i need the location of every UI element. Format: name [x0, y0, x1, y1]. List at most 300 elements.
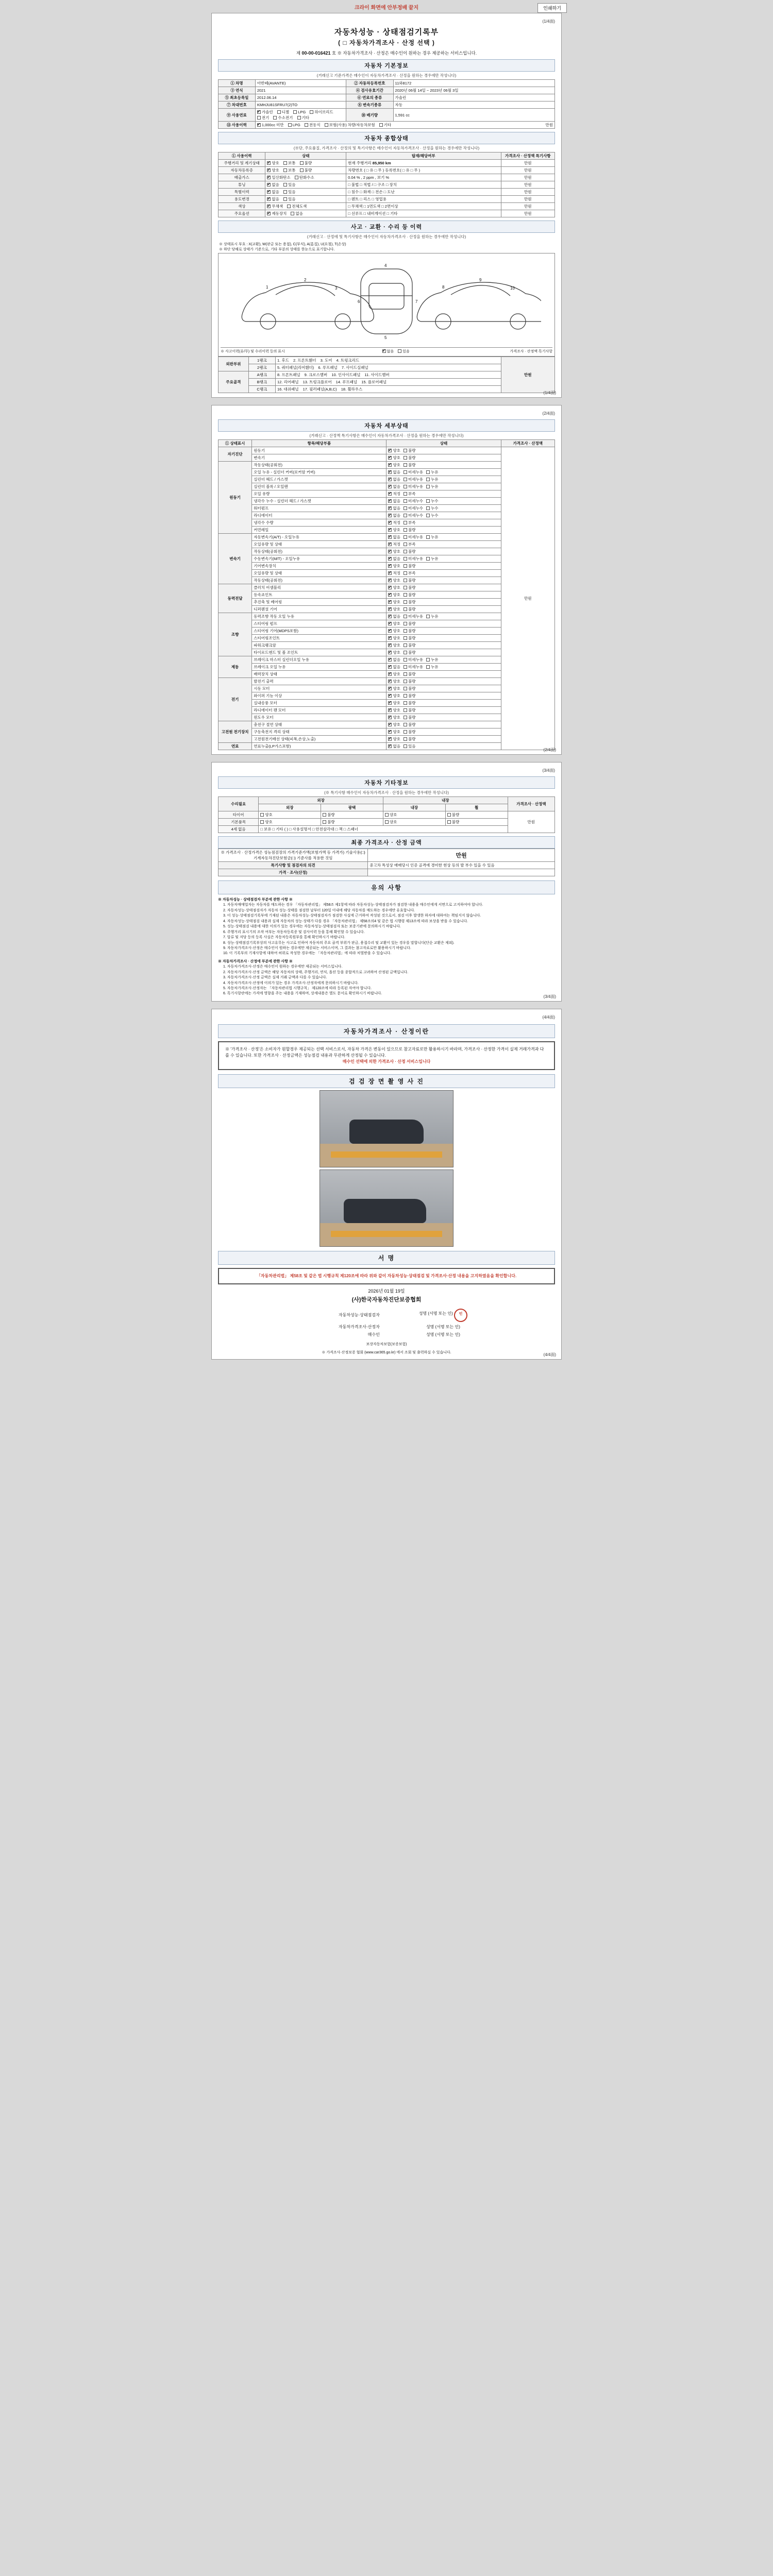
- part-num: 9: [479, 278, 482, 282]
- extra-label: 현재 주행거리: [348, 161, 372, 165]
- page-2-mark: (2/4面): [542, 411, 555, 416]
- checkbox-opt-1[interactable]: [404, 463, 407, 467]
- checkbox-opt-0[interactable]: [388, 744, 392, 748]
- detail-item-label: 오일 유량: [252, 490, 386, 498]
- checkbox-opt-0[interactable]: [388, 550, 392, 553]
- detail-item-options: [386, 512, 501, 519]
- opt-label: 미세누유: [408, 477, 423, 482]
- checkbox-opt-2[interactable]: [426, 665, 430, 669]
- checkbox-opt-0[interactable]: [388, 564, 392, 568]
- checkbox-opt-0[interactable]: [388, 485, 392, 488]
- checkbox-opt-1[interactable]: [283, 197, 287, 201]
- checkbox-opt-1[interactable]: [404, 521, 407, 524]
- opt-label: 부족: [408, 520, 416, 525]
- checkbox-opt-1[interactable]: [295, 176, 298, 179]
- checkbox-opt-1[interactable]: [323, 813, 326, 817]
- page-4-footer-mark: (4/4面): [543, 1352, 556, 1357]
- checkbox-opt-1[interactable]: [404, 687, 407, 690]
- opt-label: 양호: [393, 722, 400, 727]
- etc-col-head-1: 외장: [259, 797, 383, 804]
- checkbox-fuel-0[interactable]: [257, 110, 261, 114]
- checkbox-opt-1[interactable]: [404, 449, 407, 452]
- detail-item-options: [386, 498, 501, 505]
- table-row: [219, 101, 555, 109]
- checkbox-opt-0[interactable]: [260, 820, 264, 824]
- checkbox-opt-1[interactable]: [404, 557, 407, 561]
- warning-item: 6. 특기사항란에는 가격에 영향을 주는 내용을 기재하며, 상세내용은 별도 문서로 확인하시기 바랍니다.: [223, 992, 382, 996]
- checkbox-opt-0[interactable]: [388, 571, 392, 575]
- cell-value: 자동: [393, 101, 554, 109]
- checkbox-opt-0[interactable]: [388, 514, 392, 517]
- detail-group-label: 제동: [219, 656, 252, 678]
- checkbox-opt-1[interactable]: [404, 615, 407, 618]
- part-item: 13. 트렁크플로어: [303, 380, 332, 384]
- detail-item-label: 워터펌프: [252, 505, 386, 512]
- opt-label: 미세누유: [408, 556, 423, 561]
- checkbox-opt-3[interactable]: [447, 820, 451, 824]
- checkbox-opt-3[interactable]: [447, 813, 451, 817]
- checkbox-fuel-5[interactable]: [273, 116, 277, 120]
- etc-price: 만원: [508, 811, 554, 833]
- warning-item: 2. 자동차가격조사·산정 금액은 해당 자동차의 상태, 주행거리, 연식, 옵션 등을 종합적으로 고려하여 산정된 금액입니다.: [223, 970, 409, 974]
- detail-item-label: 실린더 헤드 / 가스켓: [252, 476, 386, 483]
- checkbox-opt-0[interactable]: [388, 672, 392, 676]
- row-name: 배출가스: [219, 174, 265, 181]
- checkbox-fuel-4[interactable]: [257, 116, 261, 120]
- section-etc-note: (※ 특기사항 매수인이 자동차가격조사 · 산정을 원하는 경우에만 작성니다): [324, 790, 449, 795]
- checkbox-opt-1[interactable]: [404, 680, 407, 683]
- checkbox-opt-1[interactable]: [404, 694, 407, 698]
- checkbox-opt-0[interactable]: [388, 449, 392, 452]
- checkbox-fuel-2[interactable]: [293, 110, 297, 114]
- checkbox-opt-2[interactable]: [385, 813, 389, 817]
- checkbox-opt-1[interactable]: [404, 607, 407, 611]
- table-row: [219, 122, 555, 129]
- opt-label: 있음: [408, 744, 416, 749]
- checkbox-usage-4[interactable]: [379, 123, 383, 127]
- checkbox-opt-1[interactable]: [404, 701, 407, 705]
- checkbox-opt-1[interactable]: [404, 593, 407, 597]
- table-row: [219, 210, 555, 217]
- rank-label: A랭크: [248, 371, 275, 379]
- checkbox-accident-yes[interactable]: [398, 349, 401, 353]
- checkbox-opt-0[interactable]: [388, 701, 392, 705]
- checkbox-opt-1[interactable]: [404, 708, 407, 712]
- warning-item: 3. 자동차가격조사·산정 금액은 실제 거래 금액과 다를 수 있습니다.: [223, 976, 327, 980]
- opt-label: 없음: [393, 506, 400, 511]
- opt-label: 누수: [430, 499, 439, 503]
- sign-date: 2026년 01월 19일: [368, 1288, 405, 1294]
- part-num: 7: [415, 299, 418, 304]
- opt-label: 누유: [430, 665, 439, 669]
- opt-label: 미세누유: [408, 665, 423, 669]
- checkbox-opt-0[interactable]: [388, 535, 392, 539]
- checkbox-opt-0[interactable]: [388, 521, 392, 524]
- opt-label: 탄화수소: [299, 175, 314, 180]
- opt-label: 양호: [393, 737, 400, 741]
- checkbox-opt-1[interactable]: [404, 528, 407, 532]
- opt-label: 양호: [393, 730, 400, 734]
- checkbox-opt-2[interactable]: [300, 161, 304, 165]
- checkbox-opt-1[interactable]: [404, 672, 407, 676]
- col-head-1: ① 사용이력: [219, 152, 265, 160]
- checkbox-opt-0[interactable]: [388, 463, 392, 467]
- checkbox-opt-0[interactable]: [388, 658, 392, 662]
- opt-label: 무채색: [272, 204, 283, 209]
- opt-label: 양호: [393, 686, 400, 691]
- opt-label: 양호: [393, 693, 400, 698]
- checkbox-opt-2[interactable]: [426, 499, 430, 503]
- opt-label: 누유: [430, 657, 439, 662]
- section-basic-note: (거래신고 기준가격은 매수인이 자동차가격조사 · 산정을 원하는 경우에만 작성니다): [316, 73, 457, 78]
- checkbox-opt-0[interactable]: [388, 528, 392, 532]
- detail-item-label: 고전원전기배선 상태(피복,손상,노출): [252, 736, 386, 743]
- warning-block-head: ※ 자동차성능 · 상태점검자 부분에 관한 사항 ※: [218, 898, 293, 902]
- opt-label: 미세누유: [408, 614, 423, 619]
- checkbox-opt-2[interactable]: [426, 615, 430, 618]
- checkbox-opt-1[interactable]: [404, 665, 407, 669]
- section-detail-note: (거래신고 · 산정액 특기사항은 매수인이 자동차가격조사 · 산정을 원하는 경우에만 작성니다): [309, 433, 464, 438]
- opt-label: 적정: [393, 542, 400, 547]
- detail-item-options: [386, 707, 501, 714]
- checkbox-opt-1[interactable]: [404, 723, 407, 726]
- opt-label: 불량: [408, 679, 416, 684]
- detail-item-options: [386, 635, 501, 642]
- checkbox-opt-0[interactable]: [388, 737, 392, 741]
- detail-item-label: 실내송풍 모터: [252, 700, 386, 707]
- checkbox-opt-0[interactable]: [267, 176, 271, 179]
- checkbox-opt-0[interactable]: [388, 557, 392, 561]
- opt-label: 양호: [393, 672, 400, 676]
- checkbox-opt-0[interactable]: [388, 607, 392, 611]
- table-row: [219, 160, 555, 167]
- checkbox-opt-0[interactable]: [388, 636, 392, 640]
- opt-label: 양호: [393, 607, 400, 612]
- checkbox-opt-1[interactable]: [404, 514, 407, 517]
- opt-label: 양호: [393, 448, 400, 453]
- detail-item-label: 발전기 출력: [252, 678, 386, 685]
- checkbox-opt-0[interactable]: [388, 543, 392, 546]
- car-diagram-svg: [232, 258, 541, 345]
- opt-label: 양호: [393, 463, 400, 467]
- checkbox-opt-1[interactable]: [404, 658, 407, 662]
- checkbox-opt-2[interactable]: [300, 168, 304, 172]
- checkbox-opt-1[interactable]: [404, 535, 407, 539]
- etc-table: [218, 796, 555, 833]
- table-row: [219, 357, 555, 364]
- checkbox-opt-1[interactable]: [404, 737, 407, 741]
- checkbox-opt-0[interactable]: [267, 190, 271, 194]
- checkbox-opt-1[interactable]: [404, 651, 407, 654]
- table-header-row: [219, 152, 555, 160]
- detail-item-label: 연료누출(LP가스포함): [252, 743, 386, 750]
- checkbox-opt-0[interactable]: [388, 680, 392, 683]
- checkbox-opt-2[interactable]: [385, 820, 389, 824]
- checkbox-opt-1[interactable]: [404, 478, 407, 481]
- checkbox-opt-1[interactable]: [404, 506, 407, 510]
- checkbox-opt-1[interactable]: [283, 168, 287, 172]
- checkbox-opt-1[interactable]: [404, 629, 407, 633]
- sign-row-label: 자동차성능·상태점검자: [338, 1313, 380, 1318]
- row-options: [265, 203, 346, 210]
- sign-row-label: 자동차가격조사·산정자: [338, 1324, 380, 1329]
- row-extra: 차량번호 ( □ 유 □ 무 ) 등록번호( □ 유 □ 무 ): [346, 167, 501, 174]
- checkbox-opt-1[interactable]: [404, 730, 407, 734]
- checkbox-opt-1[interactable]: [404, 622, 407, 625]
- part-num: 5: [384, 335, 387, 340]
- page-3-footer-mark: (3/4面): [543, 994, 556, 999]
- checkbox-opt-0[interactable]: [388, 499, 392, 503]
- checkbox-opt-0[interactable]: [388, 651, 392, 654]
- part-item: 18. 휠하우스: [341, 387, 363, 392]
- checkbox-opt-0[interactable]: [388, 716, 392, 719]
- row-name: 주요옵션: [219, 210, 265, 217]
- detail-item-label: 디퍼렌셜 기어: [252, 606, 386, 613]
- checkbox-opt-0[interactable]: [388, 622, 392, 625]
- checkbox-opt-0[interactable]: [260, 813, 264, 817]
- opt-label: LPG: [298, 110, 306, 114]
- cell-value: 2021: [255, 87, 346, 94]
- row-options: [259, 811, 321, 819]
- checkbox-fuel-3[interactable]: [310, 110, 313, 114]
- warning-item: 3. 이 성능·상태점검기록부에 기재된 내용은 자동차성능·상태점검자가 점검한 사실에 근거하여 작성된 것으로서, 점검 이후 발생한 하자에 대하여는 책임지지 않습니다.: [223, 914, 481, 918]
- detail-item-options: [386, 649, 501, 656]
- part-num: 2: [304, 278, 307, 282]
- checkbox-opt-1[interactable]: [323, 820, 326, 824]
- checkbox-opt-0[interactable]: [388, 730, 392, 734]
- opt-label: 없음: [393, 556, 400, 561]
- section-price-title: 최종 가격조사 · 산정 금액: [218, 836, 555, 849]
- checkbox-opt-0[interactable]: [388, 492, 392, 496]
- checkbox-opt-0[interactable]: [388, 579, 392, 582]
- warning-item: 4. 자동차성능·상태점검 내용과 실제 자동차의 성능·상태가 다를 경우 「자동차관리법」 제58조의4 및 같은 법 시행령 제13조에 따라 보상을 받을 수 있습니다.: [223, 919, 468, 923]
- opt-label: 불량: [408, 650, 416, 655]
- checkbox-opt-0[interactable]: [267, 161, 271, 165]
- opt-label: 양호: [393, 549, 400, 554]
- checkbox-opt-0[interactable]: [388, 600, 392, 604]
- accident-price-head: 가격조사 · 산정액 특기사항: [510, 350, 552, 353]
- checkbox-opt-2[interactable]: [426, 557, 430, 561]
- detail-group-label: 변속기: [219, 534, 252, 584]
- checkbox-fuel-6[interactable]: [297, 116, 301, 120]
- row-extra: □ 침수 □ 화재 □ 전손 □ 도난: [346, 189, 501, 196]
- opt-label: 보험(사용) 차량/자동차보험: [329, 123, 375, 127]
- opt-label: 부족: [408, 492, 416, 496]
- checkbox-opt-1[interactable]: [404, 636, 407, 640]
- checkbox-opt-1[interactable]: [404, 499, 407, 503]
- checkbox-usage-0[interactable]: [257, 123, 261, 127]
- checkbox-opt-0[interactable]: [388, 694, 392, 698]
- checkbox-usage-1[interactable]: [288, 123, 292, 127]
- checkbox-opt-2[interactable]: [426, 658, 430, 662]
- rank-label: B랭크: [248, 379, 275, 386]
- checkbox-opt-2[interactable]: [426, 535, 430, 539]
- cell-value: 1,591 cc: [393, 109, 554, 122]
- checkbox-opt-0[interactable]: [267, 183, 271, 187]
- checkbox-opt-0[interactable]: [388, 629, 392, 633]
- opt-label: 누유: [430, 556, 439, 561]
- checkbox-opt-0[interactable]: [388, 708, 392, 712]
- page-4-mark: (4/4面): [542, 1014, 555, 1020]
- opt-label: 불량: [408, 737, 416, 741]
- checkbox-opt-0[interactable]: [388, 506, 392, 510]
- seal-stamp-icon: 인: [454, 1309, 467, 1322]
- cell-label: ② 자동차등록번호: [346, 80, 393, 87]
- opt-label: 누수: [430, 513, 439, 518]
- checkbox-opt-1[interactable]: [287, 205, 291, 208]
- opt-label: 불량: [304, 161, 312, 165]
- detail-table: [218, 439, 555, 750]
- part-item: 7. 사이드실패널: [341, 365, 368, 370]
- table-header-row-2: [219, 804, 555, 811]
- checkbox-opt-2[interactable]: [426, 478, 430, 481]
- opt-label: 적정: [393, 571, 400, 575]
- checkbox-opt-1[interactable]: [404, 579, 407, 582]
- checkbox-opt-0[interactable]: [267, 168, 271, 172]
- checkbox-opt-0[interactable]: [267, 197, 271, 201]
- checkbox-opt-1[interactable]: [283, 190, 287, 194]
- detail-item-label: 원동기: [252, 447, 386, 454]
- opt-label: 불량: [408, 600, 416, 604]
- checkbox-fuel-1[interactable]: [277, 110, 281, 114]
- opt-label: 불량: [451, 820, 460, 824]
- checkbox-opt-1[interactable]: [404, 586, 407, 589]
- checkbox-opt-2[interactable]: [426, 470, 430, 474]
- cell-value: 아반떼(AVANTE): [255, 80, 346, 87]
- checkbox-opt-1[interactable]: [283, 161, 287, 165]
- checkbox-opt-1[interactable]: [404, 571, 407, 575]
- sign-row-value: 성명 (서명 또는 인): [418, 1311, 453, 1316]
- checkbox-opt-0[interactable]: [388, 665, 392, 669]
- checkbox-opt-0[interactable]: [388, 586, 392, 589]
- checkbox-opt-1[interactable]: [404, 643, 407, 647]
- checkbox-opt-2[interactable]: [426, 506, 430, 510]
- opt-label: 불량: [408, 701, 416, 705]
- doc-number-line: [218, 50, 555, 56]
- checkbox-usage-2[interactable]: [305, 123, 308, 127]
- checkbox-opt-1[interactable]: [283, 183, 287, 187]
- checkbox-opt-0[interactable]: [388, 470, 392, 474]
- detail-item-options: [386, 577, 501, 584]
- part-num: 10: [510, 286, 515, 291]
- table-row: [219, 447, 555, 454]
- page-3-mark: (3/4面): [542, 768, 555, 773]
- checkbox-opt-1[interactable]: [404, 550, 407, 553]
- opt-label: 보통: [288, 161, 296, 165]
- row-name: 기본품목: [219, 819, 259, 826]
- checkbox-opt-1[interactable]: [291, 212, 294, 215]
- opt-label: 불량: [408, 585, 416, 590]
- row-extra: 0.04 % , 2 ppm , 보기 %: [346, 174, 501, 181]
- opt-label: 미세누수: [408, 499, 423, 503]
- warning-item: 5. 성능·상태점검 내용에 대한 이의가 있는 경우에는 자동차성능·상태점검자 또는 보증기관에 문의하시기 바랍니다.: [223, 925, 401, 929]
- opt-label: 1,000cc 미만: [261, 123, 284, 127]
- col-head-3: 탑재/해당여부: [346, 152, 501, 160]
- table-row: [219, 862, 555, 869]
- checkbox-opt-1[interactable]: [404, 716, 407, 719]
- page-subtitle: ( □ 자동차가격조사 · 산정 선택 ): [338, 39, 435, 46]
- checkbox-opt-0[interactable]: [267, 205, 271, 208]
- opt-label: 불량: [408, 708, 416, 713]
- row-options: [445, 819, 508, 826]
- warning-item: 8. 성능·상태점검기록부상의 사고유무는 사고로 인하여 자동차의 주요 골격 부위가 판금, 용접수리 및 교환이 있는 경우를 말합니다(단순 교환은 제외).: [223, 941, 455, 945]
- part-item: 15. 플로어패널: [361, 380, 387, 384]
- checkbox-opt-0[interactable]: [388, 478, 392, 481]
- checkbox-opt-1[interactable]: [404, 564, 407, 568]
- cell-value: KMHJU81SFRU7(2)TO: [255, 101, 346, 109]
- checkbox-accident-none[interactable]: [382, 349, 386, 353]
- opt-label: 불량: [327, 820, 335, 824]
- opt-label: 없음: [393, 665, 400, 669]
- sign-section: [218, 1287, 555, 1355]
- checkbox-opt-0[interactable]: [388, 643, 392, 647]
- opt-label: 불량: [408, 528, 416, 532]
- row-options: [383, 819, 445, 826]
- detail-item-options: [386, 563, 501, 570]
- checkbox-opt-0[interactable]: [388, 723, 392, 726]
- opt-label: 전기: [261, 115, 270, 120]
- table-row: [268, 1331, 505, 1338]
- opt-label: 양호: [393, 455, 400, 460]
- table-row: [219, 167, 555, 174]
- checkbox-opt-2[interactable]: [426, 485, 430, 488]
- print-button[interactable]: 인쇄하기: [537, 3, 567, 13]
- opt-label: 누유: [430, 484, 439, 489]
- rank-items: [276, 386, 501, 393]
- basic-table: [218, 79, 555, 129]
- detail-item-options: [386, 469, 501, 476]
- checkbox-opt-1[interactable]: [404, 470, 407, 474]
- checkbox-opt-1[interactable]: [404, 600, 407, 604]
- checkbox-usage-3[interactable]: [325, 123, 328, 127]
- opt-label: 양호: [393, 621, 400, 626]
- checkbox-opt-1[interactable]: [404, 492, 407, 496]
- detail-item-options: [386, 519, 501, 527]
- checkbox-opt-0[interactable]: [267, 212, 271, 215]
- page-2: [211, 405, 562, 755]
- checkbox-opt-0[interactable]: [388, 615, 392, 618]
- row-extra: [346, 160, 501, 167]
- checkbox-opt-1[interactable]: [404, 456, 407, 460]
- opt-label: 양호: [393, 715, 400, 720]
- checkbox-opt-0[interactable]: [388, 456, 392, 460]
- table-row: [219, 849, 555, 862]
- table-row: [219, 869, 555, 876]
- topbar: [0, 0, 773, 13]
- opt-label: 없음: [393, 477, 400, 482]
- opt-label: 불량: [408, 549, 416, 554]
- opt-label: 양호: [393, 592, 400, 597]
- page-title: 자동차성능 · 상태점검기록부: [334, 28, 439, 37]
- part-item: 2. 프론트휀더: [293, 358, 316, 363]
- checkbox-opt-0[interactable]: [388, 593, 392, 597]
- opt-label: 미세누유: [408, 535, 423, 539]
- detail-item-options: [386, 606, 501, 613]
- section-accident-note: (거래신고 · 산정에 및 특기사항은 매수인이 자동차가격조사 · 산정을 원하는 경우에만 작성니다): [307, 234, 466, 239]
- checkbox-opt-0[interactable]: [388, 687, 392, 690]
- checkbox-opt-1[interactable]: [404, 543, 407, 546]
- col-head-2: 상태: [265, 152, 346, 160]
- footer-note-2: 보장자동차보험(보증보험): [366, 1342, 407, 1346]
- checkbox-opt-2[interactable]: [426, 514, 430, 517]
- warning-item: 2. 자동차성능·상태점검자가 자동차 성능·상태를 점검한 날부터 120일 이내에 해당 자동차를 매도하는 경우에만 유효합니다.: [223, 908, 415, 912]
- checkbox-opt-1[interactable]: [404, 485, 407, 488]
- detail-item-label: 작동상태(공회전): [252, 462, 386, 469]
- row-options: [265, 174, 346, 181]
- opt-label: 없음: [295, 211, 303, 216]
- checkbox-opt-1[interactable]: [404, 744, 407, 748]
- doc-number-label: 제: [296, 50, 301, 56]
